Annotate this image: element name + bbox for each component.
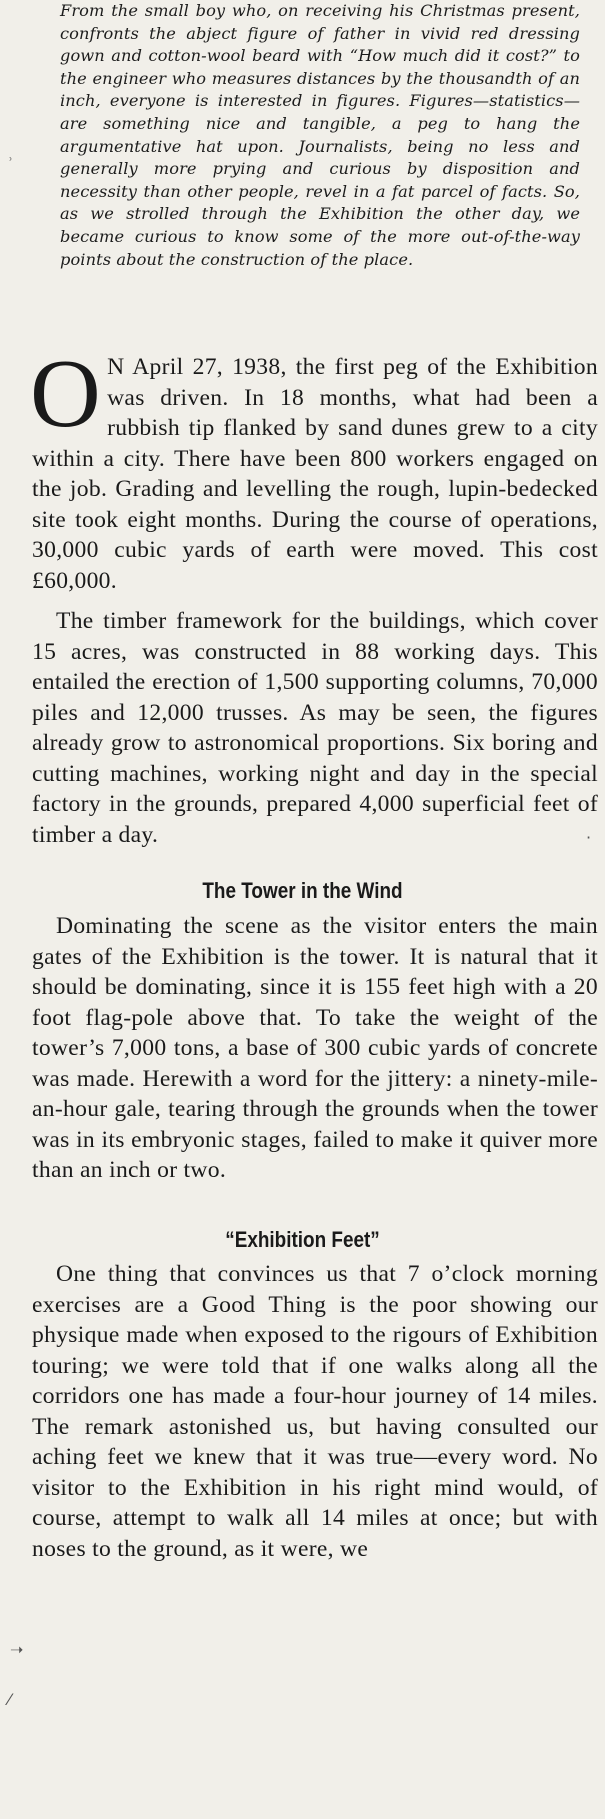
paragraph-timber: The timber framework for the buildings, which cover 15 acres, was constructed in 88 working days. This entailed the erection of 1,500 supporting columns, 70,000 piles and 12,000 trusses. As may be seen, the figures already grow to astronomical proportions. Six boring and cutting machines, working night and day in the special factory in the grounds, prepared 4,000 superficial feet of timber a day.: [32, 608, 598, 848]
paragraph-feet: One thing that convinces us that 7 o’clock morning exercises are a Good Thing is the poor showing our physique made when exposed to the rigours of Exhibition touring; we were told that if one walks along all the corridors one has made a four-hour journey of 14 miles. The remark astonished us, but having consulted our aching feet we knew that it was true—every word. No visitor to the Exhibition in his right mind would, of course, attempt to walk all 14 miles at once; but with noses to the ground, as it were, we: [32, 1261, 598, 1562]
margin-arrow-mark: ➝: [10, 1640, 24, 1659]
drop-cap: O: [30, 340, 102, 448]
heading-tower-in-the-wind: The Tower in the Wind: [202, 878, 403, 903]
article-body-feet: [32, 1259, 598, 1564]
article-body-top: [30, 340, 598, 850]
paragraph-opening-text: N April 27, 1938, the first peg of the Exhibition was driven. In 18 months, what had been a rubbish tip flanked by sand dunes grew to a city within a city. There have been 800 workers engaged on the job. Grading and levelling the rough, lupin-bedecked site took eight months. During the course of operations, 30,000 cubic yards of earth were moved. This cost £60,000.: [32, 354, 598, 594]
paragraph-tower: Dominating the scene as the visitor enters the main gates of the Exhibition is the tower. It is natural that it should be dominating, since it is 155 feet high with a 20 foot flag-pole above that. To take the weight of the tower’s 7,000 tons, a base of 300 cubic yards of concrete was made. Herewith a word for the jittery: a ninety-mile-an-hour gale, tearing through the grounds when the tower was in its embryonic stages, failed to make it quiver more than an inch or two.: [32, 913, 598, 1183]
intro-paragraph: From the small boy who, on receiving his Christmas present, confronts the abject figure of father in vivid red dressing gown and cotton-wool beard with “How much did it cost?” to the engineer who measures distances by the thousandth of an inch, everyone is interested in figures. Figures—statistics—are something nice and tangible, a peg to hang the argumentative hat upon. Journalists, being no less and generally more prying and curious by disposition and necessity than other people, revel in a fat parcel of facts. So, as we strolled through the Exhibition the other day, we became curious to know some of the more out-of-the-way points about the construction of the place.: [60, 1, 580, 269]
margin-dot-mark: ·: [586, 828, 592, 847]
margin-pen-mark: ⸒: [8, 142, 13, 161]
article-body-tower: [32, 911, 598, 1186]
heading-exhibition-feet: “Exhibition Feet”: [225, 1227, 380, 1252]
paragraph-opening: [30, 340, 598, 596]
margin-tick-mark: ⁄: [8, 1690, 11, 1709]
